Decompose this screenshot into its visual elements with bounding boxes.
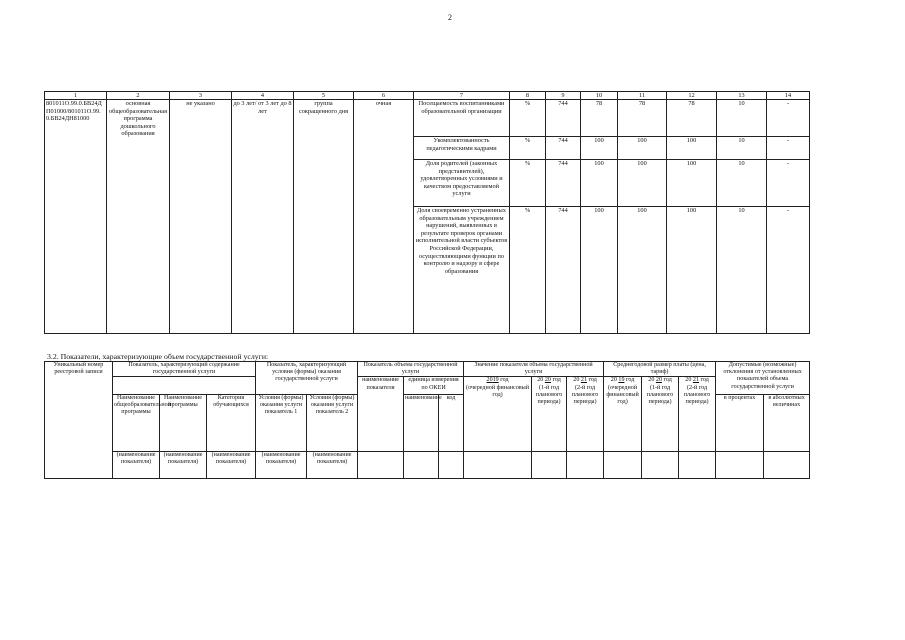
col-number: 9 <box>546 92 581 100</box>
year-word: год <box>552 377 561 384</box>
fee-year1-desc: (очередной финансовый год) <box>606 384 639 406</box>
empty-cell <box>764 452 810 479</box>
year-prefix: 20 <box>573 377 580 384</box>
col-number: 6 <box>354 92 414 100</box>
indicator-deviation-abs: - <box>767 160 810 207</box>
indicator-value: 78 <box>618 100 667 137</box>
indicator-name-placeholder: (наименование показателя) <box>307 452 358 479</box>
fee-year2-desc: (1-й год планового периода) <box>646 384 674 406</box>
page-number: 2 <box>448 13 452 22</box>
year-prefix: 20 <box>610 377 617 384</box>
deviation-header: Допустимые (возможные) отклонения от установленных показателей объема государственной услуги <box>716 362 810 395</box>
quality-indicators-table <box>44 91 810 334</box>
volume-unit-header: единица измерения по ОКЕИ <box>404 377 464 395</box>
indicator-name-placeholder: (наименование показателя) <box>256 452 307 479</box>
unit-name-header: наименование <box>404 395 439 452</box>
volume-indicators-table <box>44 361 810 479</box>
year-word: год <box>626 377 635 384</box>
header-row <box>45 452 810 479</box>
indicator-name-placeholder: (наименование показателя) <box>113 452 160 479</box>
sub-category-header: Категория обучающихся <box>207 395 256 452</box>
year-suffix: 19 <box>492 377 499 384</box>
content-subheader-blank <box>113 377 256 395</box>
year-prefix: 20 <box>486 377 493 384</box>
indicator-deviation: 10 <box>717 160 767 207</box>
col-number: 1 <box>45 92 107 100</box>
empty-cell <box>716 452 764 479</box>
section-title: 3.2. Показатели, характеризующие объем государственной услуги: <box>47 352 269 361</box>
col-number: 5 <box>294 92 354 100</box>
year2-header <box>532 377 567 452</box>
indicator-okei: 744 <box>546 160 581 207</box>
indicator-unit: % <box>510 100 546 137</box>
year1-desc: (очередной финансовый год) <box>466 384 530 398</box>
indicator-value: 100 <box>667 160 717 207</box>
col-number: 10 <box>581 92 618 100</box>
year-word: год <box>588 377 597 384</box>
year-suffix: 19 <box>618 377 625 384</box>
indicator-name-placeholder: (наименование показателя) <box>160 452 207 479</box>
empty-cell <box>464 452 532 479</box>
fee-header: Среднегодовой размер платы (цена, тариф) <box>604 362 716 377</box>
indicator-value: 100 <box>618 137 667 160</box>
col-number: 11 <box>618 92 667 100</box>
year-word: год <box>700 377 709 384</box>
indicator-value: 78 <box>667 100 717 137</box>
indicator-value: 100 <box>667 137 717 160</box>
deviation-abs-header: в абсолютных величинах <box>764 395 810 452</box>
unit-code-header: код <box>439 395 464 452</box>
sub-condition2-header: Условия (формы) оказания услуги показатель 2 <box>307 395 358 452</box>
indicator-value: 100 <box>667 207 717 334</box>
col-number: 2 <box>107 92 170 100</box>
year1-header <box>464 377 532 452</box>
conditions-header: Показатель, характеризующий условия (формы) оказания государственной услуги <box>256 362 358 395</box>
value-header: Значение показателя объема государственной услуги <box>464 362 604 377</box>
col-number: 13 <box>717 92 767 100</box>
col-number: 3 <box>170 92 232 100</box>
indicator-value: 100 <box>618 207 667 334</box>
header-row <box>45 377 810 395</box>
volume-name-header: наименование показателя <box>358 377 404 452</box>
fee-year3-header <box>679 377 716 452</box>
indicator-deviation: 10 <box>717 137 767 160</box>
empty-cell <box>642 452 679 479</box>
sub-program2-header: Наименование программы <box>160 395 207 452</box>
year2-desc: (1-й год планового периода) <box>535 384 563 406</box>
indicator-deviation-abs: - <box>767 100 810 137</box>
empty-cell <box>404 452 439 479</box>
year-suffix: 20 <box>655 377 662 384</box>
year-word: год <box>500 377 509 384</box>
year-prefix: 20 <box>648 377 655 384</box>
col-number: 12 <box>667 92 717 100</box>
col-number: 8 <box>510 92 546 100</box>
indicator-value: 100 <box>581 160 618 207</box>
year-prefix: 20 <box>685 377 692 384</box>
indicator-okei: 744 <box>546 100 581 137</box>
not-specified: не указано <box>170 100 232 334</box>
column-number-row <box>45 92 810 100</box>
empty-cell <box>679 452 716 479</box>
empty-cell <box>358 452 404 479</box>
header-row <box>45 362 810 377</box>
indicator-deviation: 10 <box>717 100 767 137</box>
empty-cell <box>567 452 604 479</box>
indicator-deviation-abs: - <box>767 207 810 334</box>
empty-cell <box>439 452 464 479</box>
col-number: 4 <box>232 92 294 100</box>
table-row <box>45 100 810 137</box>
empty-cell <box>532 452 567 479</box>
indicator-name: Укомплектованность педагогическими кадрами <box>414 137 510 160</box>
education-form: очная <box>354 100 414 334</box>
group-type: группа сокращенного дня <box>294 100 354 334</box>
indicator-value: 100 <box>581 207 618 334</box>
year3-header <box>567 377 604 452</box>
registry-code: 801011О.99.0.БВ24ДП01000/801011О.99.0.БВ24ДН81000 <box>45 100 107 334</box>
indicator-deviation: 10 <box>717 207 767 334</box>
empty-cell <box>604 452 642 479</box>
col-number: 7 <box>414 92 510 100</box>
indicator-value: 100 <box>618 160 667 207</box>
year-prefix: 20 <box>537 377 544 384</box>
age-group: до 3 лет/ от 3 лет до 8 лет <box>232 100 294 334</box>
year3-desc: (2-й год планового периода) <box>571 384 599 406</box>
col-number: 14 <box>767 92 810 100</box>
sub-program-header: Наименование общеобразовательной программы <box>113 395 160 452</box>
fee-year1-header <box>604 377 642 452</box>
volume-header: Показатель объема государственной услуги <box>358 362 464 377</box>
content-header: Показатель, характеризующий содержание государственной услуги <box>113 362 256 377</box>
year-suffix: 20 <box>544 377 551 384</box>
indicator-name: Доля родителей (законных представителей), удовлетворенных условиями и качеством предоставляемой услуги <box>414 160 510 207</box>
indicator-value: 78 <box>581 100 618 137</box>
fee-year2-header <box>642 377 679 452</box>
indicator-unit: % <box>510 137 546 160</box>
year-word: год <box>663 377 672 384</box>
indicator-name: Доля своевременно устраненных образовательным учреждением нарушений, выявленных в результате проверок органами исполнительной власти субъектов Российской Федерации, осуществляющими функции по контролю и надзору в сфере образования <box>414 207 510 334</box>
year-suffix: 21 <box>580 377 587 384</box>
sub-condition1-header: Условия (формы) оказания услуги показатель 1 <box>256 395 307 452</box>
fee-year3-desc: (2-й год планового периода) <box>683 384 711 406</box>
program-name: основная общеобразовательная программа дошкольного образования <box>107 100 170 334</box>
unique-number-header: Уникальный номер реестровой записи <box>45 362 113 479</box>
indicator-deviation-abs: - <box>767 137 810 160</box>
indicator-okei: 744 <box>546 207 581 334</box>
year-suffix: 21 <box>692 377 699 384</box>
deviation-percent-header: в процентах <box>716 395 764 452</box>
indicator-okei: 744 <box>546 137 581 160</box>
indicator-name: Посещаемость воспитанниками образовательной организации <box>414 100 510 137</box>
indicator-unit: % <box>510 160 546 207</box>
indicator-unit: % <box>510 207 546 334</box>
indicator-value: 100 <box>581 137 618 160</box>
indicator-name-placeholder: (наименование показателя) <box>207 452 256 479</box>
